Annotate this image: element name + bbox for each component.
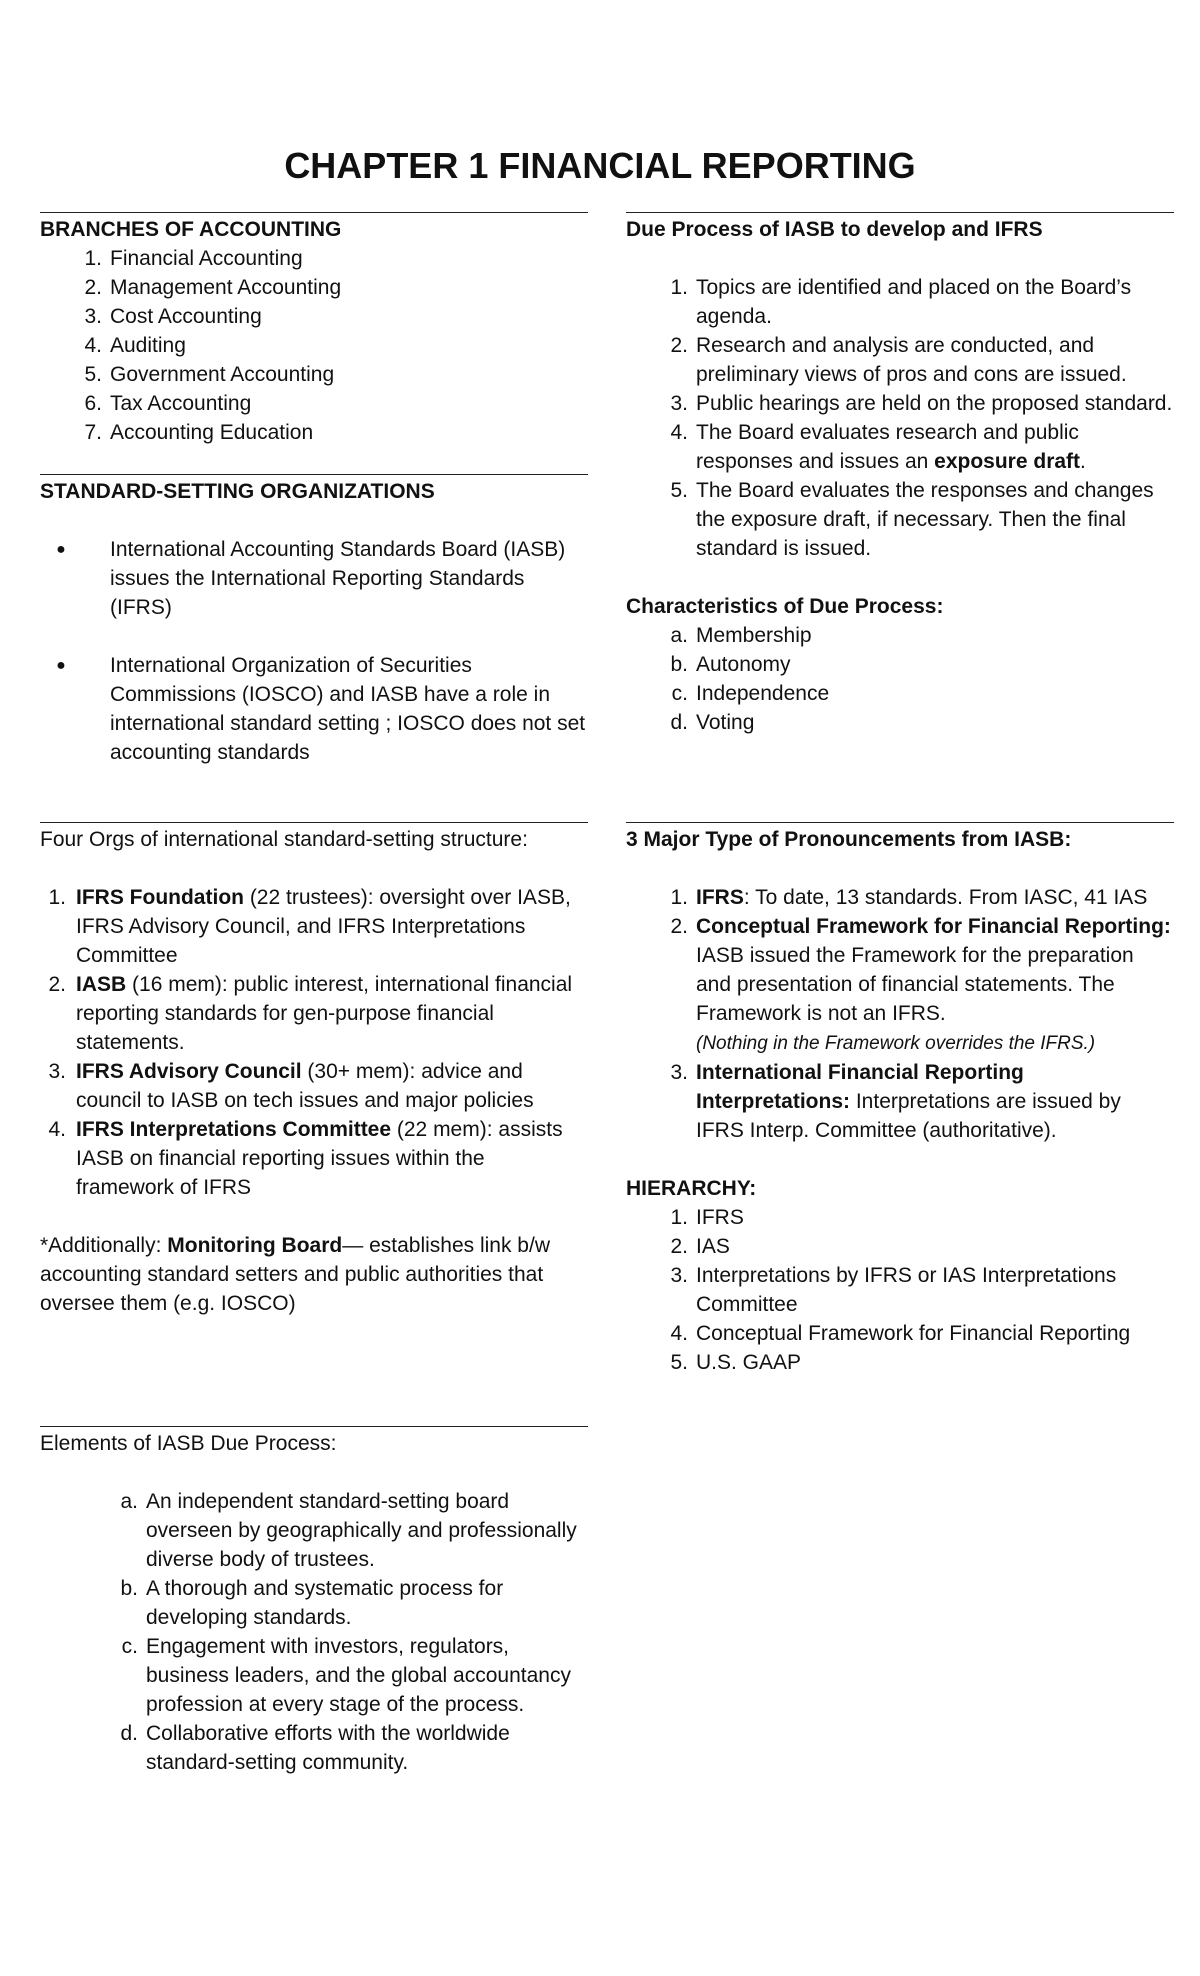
list-item: 4. The Board evaluates research and public responses and issues an exposure draft. bbox=[670, 421, 1086, 473]
pronouncements-list bbox=[626, 883, 1174, 1145]
elements-heading: Elements of IASB Due Process: bbox=[40, 1432, 337, 1455]
branches-list bbox=[40, 244, 588, 447]
page-title: CHAPTER 1 FINANCIAL REPORTING bbox=[284, 145, 916, 186]
bullet-icon: ● bbox=[56, 541, 66, 558]
characteristics-heading: Characteristics of Due Process: bbox=[626, 595, 944, 618]
list-item: 2. IAS bbox=[670, 1235, 730, 1258]
elements-list bbox=[40, 1487, 588, 1777]
list-item: 6. Tax Accounting bbox=[84, 392, 252, 415]
list-item: ● International Organization of Securities Commissions (IOSCO) and IASB have a role in international standard setting ; IOSCO does not set accounting standards bbox=[40, 651, 588, 767]
list-item: 4. Conceptual Framework for Financial Reporting bbox=[670, 1322, 1131, 1345]
list-item: 1. IFRS: To date, 13 standards. From IASC, 41 IAS bbox=[670, 886, 1148, 909]
list-item: b. A thorough and systematic process for developing standards. bbox=[120, 1577, 504, 1629]
list-item: c. Engagement with investors, regulators, business leaders, and the global accountancy profession at every stage of the process. bbox=[121, 1635, 571, 1716]
list-item: 4. Auditing bbox=[84, 334, 186, 357]
four-orgs-list bbox=[40, 883, 588, 1202]
list-item: 2. Research and analysis are conducted, and preliminary views of pros and cons are issued. bbox=[670, 334, 1127, 386]
characteristics-list bbox=[626, 621, 1174, 737]
standard-orgs-list bbox=[40, 535, 588, 767]
standard-orgs-section bbox=[40, 474, 588, 796]
list-item: 2. Conceptual Framework for Financial Reporting: IASB issued the Framework for the preparation and presentation of financial statements. The Framework is not an IFRS. (Nothing in the Framework overrides the IFRS.) bbox=[670, 915, 1171, 1054]
elements-section bbox=[40, 1426, 588, 1777]
list-item: a. An independent standard-setting board overseen by geographically and professionally diverse body of trustees. bbox=[120, 1490, 577, 1571]
list-item: 3. Cost Accounting bbox=[84, 305, 262, 328]
monitoring-board-note: *Additionally: Monitoring Board— establishes link b/w accounting standard setters and public authorities that oversee them (e.g. IOSCO) bbox=[40, 1234, 550, 1315]
four-orgs-section bbox=[40, 822, 588, 1318]
list-item: a. Membership bbox=[670, 624, 812, 647]
list-item: 2. Management Accounting bbox=[84, 276, 342, 299]
list-item: 1. Topics are identified and placed on the Board’s agenda. bbox=[670, 276, 1132, 328]
hierarchy-list bbox=[626, 1203, 1174, 1377]
list-item: 1. IFRS Foundation (22 trustees): oversight over IASB, IFRS Advisory Council, and IFRS Interpretations Committee bbox=[48, 886, 571, 967]
list-item: 1. Financial Accounting bbox=[84, 247, 303, 270]
due-process-list bbox=[626, 273, 1174, 563]
bullet-icon: ● bbox=[56, 657, 66, 674]
four-orgs-heading: Four Orgs of international standard-setting structure: bbox=[40, 828, 528, 851]
list-item: 3. Interpretations by IFRS or IAS Interpretations Committee bbox=[670, 1264, 1117, 1316]
list-item: d. Voting bbox=[670, 711, 755, 734]
list-item: 3. International Financial Reporting Interpretations: Interpretations are issued by IFRS Interp. Committee (authoritative). bbox=[670, 1061, 1121, 1142]
list-item: 2. IASB (16 mem): public interest, international financial reporting standards for gen-purpose financial statements. bbox=[48, 973, 573, 1054]
list-item: 7. Accounting Education bbox=[84, 421, 314, 444]
list-item: 1. IFRS bbox=[670, 1206, 744, 1229]
list-item: 3. IFRS Advisory Council (30+ mem): advice and council to IASB on tech issues and major policies bbox=[48, 1060, 534, 1112]
list-item: 5. U.S. GAAP bbox=[670, 1351, 802, 1374]
pronouncements-heading: 3 Major Type of Pronouncements from IASB: bbox=[626, 828, 1072, 851]
list-item: d. Collaborative efforts with the worldwide standard-setting community. bbox=[120, 1722, 510, 1774]
list-item: ● International Accounting Standards Board (IASB) issues the International Reporting Standards (IFRS) bbox=[40, 535, 588, 622]
branches-section bbox=[40, 212, 588, 447]
list-item: 5. Government Accounting bbox=[84, 363, 335, 386]
hierarchy-heading: HIERARCHY: bbox=[626, 1177, 757, 1200]
due-process-heading: Due Process of IASB to develop and IFRS bbox=[626, 218, 1043, 241]
branches-heading: BRANCHES OF ACCOUNTING bbox=[40, 218, 342, 241]
standard-orgs-heading: STANDARD-SETTING ORGANIZATIONS bbox=[40, 480, 435, 503]
list-item: 5. The Board evaluates the responses and changes the exposure draft, if necessary. Then the final standard is issued. bbox=[670, 479, 1154, 560]
list-item: c. Independence bbox=[671, 682, 830, 705]
pronouncements-section bbox=[626, 822, 1174, 1377]
list-item: b. Autonomy bbox=[670, 653, 791, 676]
due-process-section bbox=[626, 212, 1174, 737]
list-item: 3. Public hearings are held on the proposed standard. bbox=[670, 392, 1173, 415]
list-item: 4. IFRS Interpretations Committee (22 mem): assists IASB on financial reporting issues within the framework of IFRS bbox=[48, 1118, 563, 1199]
